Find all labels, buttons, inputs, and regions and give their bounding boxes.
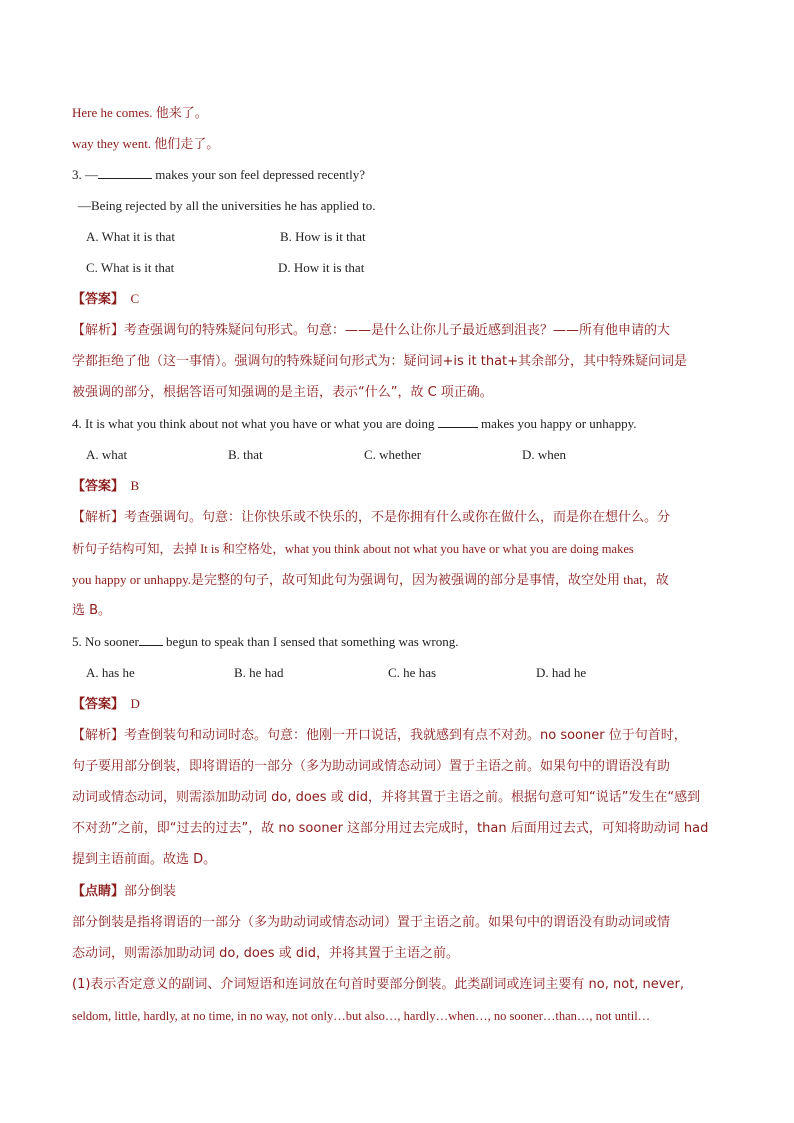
q3-blank [98, 166, 152, 179]
q3-option-b: B. How is it that [280, 229, 366, 244]
q3-answer-label: 【答案】 [72, 292, 125, 307]
q5-option-b: B. he had [234, 665, 284, 680]
q5-option-a: A. has he [86, 665, 135, 680]
q4-stem-before: 4. It is what you think about not what you have or what you are doing [72, 416, 438, 431]
q5-stem-before: 5. No sooner [72, 634, 139, 649]
q5-answer [72, 695, 140, 714]
q5-analysis-line-5: 提到主语前面。故选 D。 [72, 852, 217, 867]
q4-option-d: D. when [522, 447, 567, 462]
q5-option-c: C. he has [388, 665, 437, 680]
q5-tip-label: 【点睛】 [72, 884, 125, 899]
q3-analysis-line-1: 【解析】考查强调句的特殊疑问句形式。句意：——是什么让你儿子最近感到沮丧？——所有他申请的大 [72, 323, 671, 338]
q3-number: 3. — [72, 167, 98, 182]
q4-answer-value: B [130, 478, 140, 493]
q5-option-d: D. had he [536, 665, 587, 680]
q4-stem [72, 415, 637, 433]
q5-answer-label: 【答案】 [72, 697, 125, 712]
q5-analysis-line-3: 动词或情态动词，则需添加助动词 do, does 或 did，并将其置于主语之前。根据句意可知“说话”发生在“感到 [72, 790, 701, 805]
q4-answer [72, 477, 139, 496]
q4-option-b: B. that [228, 447, 263, 462]
q5-tip-title: 部分倒装 [124, 884, 177, 899]
q3-reply: —Being rejected by all the universities he has applied to. [78, 198, 376, 213]
q5-stem-after: begun to speak than I sensed that something was wrong. [162, 634, 459, 649]
q4-analysis-line-2: 析句子结构可知，去掉 It is 和空格处，what you think about not what you have or what you are doing makes [72, 542, 634, 556]
q4-option-c: C. whether [364, 447, 422, 462]
q3-option-a: A. What it is that [86, 229, 175, 244]
q4-analysis-line-1: 【解析】考查强调句。句意：让你快乐或不快乐的，不是你拥有什么或你在做什么，而是你在想什么。分 [72, 510, 671, 525]
q4-analysis-line-4: 选 B。 [72, 603, 112, 618]
q5-tip-line-2: 态动词，则需添加助动词 do, does 或 did，并将其置于主语之前。 [72, 946, 459, 961]
q3-answer [72, 290, 139, 309]
q5-answer-value: D [130, 696, 140, 711]
q3-analysis-line-3: 被强调的部分，根据答语可知强调的是主语，表示“什么”，故 C 项正确。 [72, 385, 493, 400]
q4-analysis-line-3: you happy or unhappy.是完整的句子，故可知此句为强调句，因为被强调的部分是事情，故空处用 that，故 [72, 572, 669, 587]
q3-stem [72, 166, 365, 184]
q3-stem-text: makes your son feel depressed recently? [152, 167, 365, 182]
q5-analysis-line-1: 【解析】考查倒装句和动词时态。句意：他刚一开口说话，我就感到有点不对劲。no sooner 位于句首时， [72, 728, 687, 743]
q3-answer-value: C [130, 291, 140, 306]
example-line-2: way they went. 他们走了。 [72, 136, 220, 151]
q5-tip-line-4: seldom, little, hardly, at no time, in no way, not only…but also…, hardly…when…, no sooner…than…, not until… [72, 1009, 651, 1023]
q4-answer-label: 【答案】 [72, 479, 125, 494]
q3-analysis-line-2: 学都拒绝了他（这一事情）。强调句的特殊疑问句形式为：疑问词+is it that+其余部分，其中特殊疑问词是 [72, 354, 688, 369]
q3-option-c: C. What is it that [86, 260, 175, 275]
q5-analysis-line-2: 句子要用部分倒装，即将谓语的一部分（多为助动词或情态动词）置于主语之前。如果句中的谓语没有助 [72, 759, 671, 774]
q3-option-d: D. How it is that [278, 260, 365, 275]
q5-stem [72, 633, 459, 651]
example-line-1: Here he comes. 他来了。 [72, 105, 208, 120]
q5-tip-line-3: (1)表示否定意义的副词、介词短语和连词放在句首时要部分倒装。此类副词或连词主要有 no, not, never, [72, 977, 684, 992]
q5-blank [139, 633, 163, 646]
q4-blank [438, 415, 478, 428]
q5-tip-line-1: 部分倒装是指将谓语的一部分（多为助动词或情态动词）置于主语之前。如果句中的谓语没有助动词或情 [72, 915, 671, 930]
q5-analysis-line-4: 不对劲”之前，即“过去的过去”，故 no sooner 这部分用过去完成时，than 后面用过去式，可知将助动词 had [72, 821, 709, 836]
q4-stem-after: makes you happy or unhappy. [477, 416, 637, 431]
q5-tip-heading [72, 883, 176, 901]
q4-option-a: A. what [86, 447, 128, 462]
